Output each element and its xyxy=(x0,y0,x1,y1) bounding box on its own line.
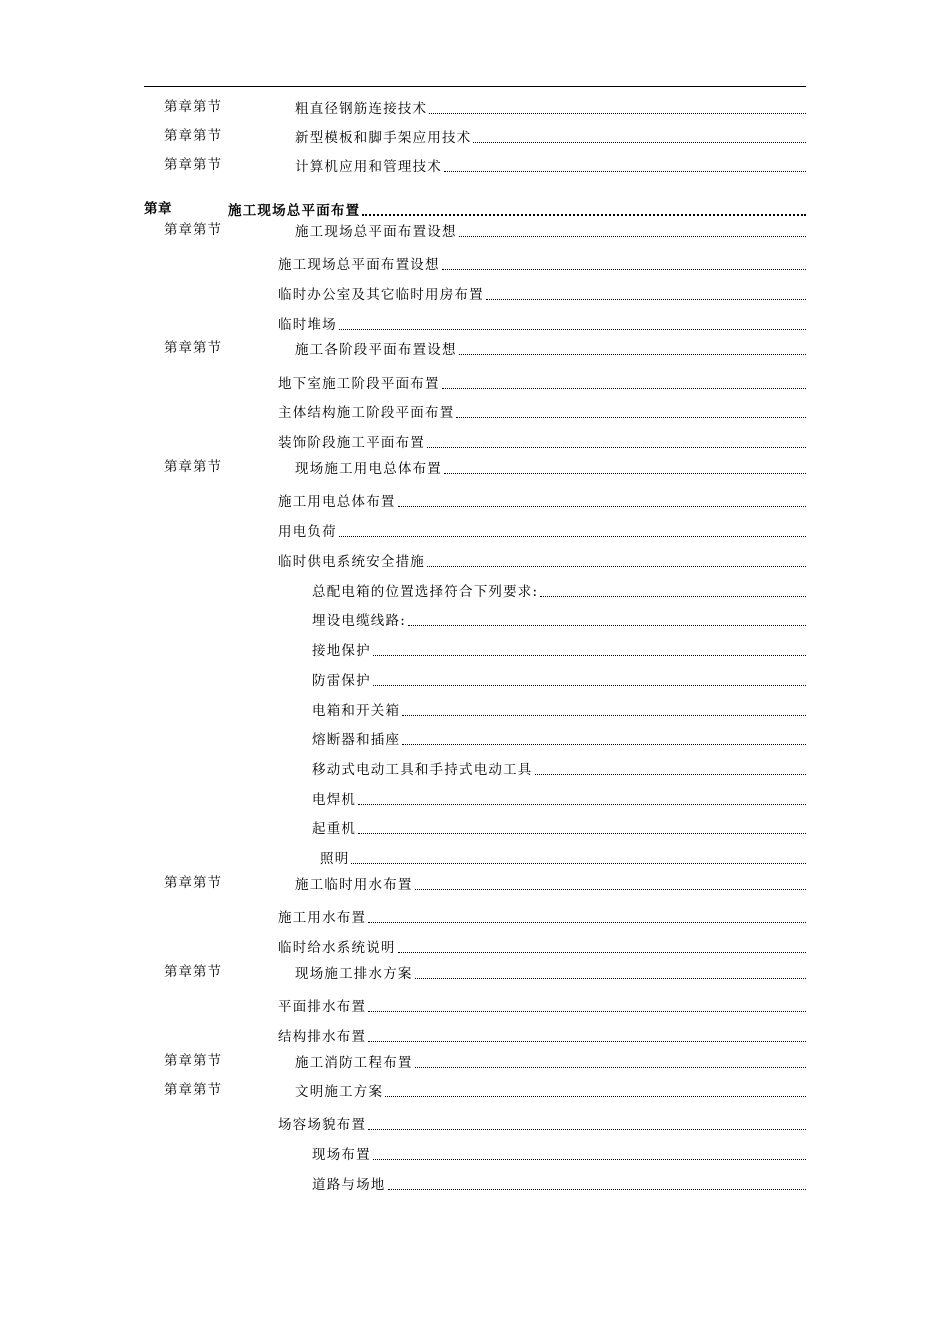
toc-entry[interactable] xyxy=(295,97,806,117)
toc-entry-title: 新型模板和脚手架应用技术 xyxy=(295,130,472,146)
toc-subsubentry-title: 防雷保护 xyxy=(312,673,371,689)
dot-leader xyxy=(429,113,806,114)
toc-chapter-label: 第章 xyxy=(144,201,172,217)
dot-leader xyxy=(373,685,806,686)
dot-leader xyxy=(362,214,806,216)
toc-section-label: 第章第节 xyxy=(164,99,222,115)
toc-entry-title: 现场施工用电总体布置 xyxy=(295,461,442,477)
dot-leader xyxy=(368,922,806,923)
toc-subsubentry[interactable] xyxy=(312,580,806,600)
toc-subentry[interactable] xyxy=(278,520,806,540)
toc-subsubentry[interactable] xyxy=(320,847,806,867)
dot-leader xyxy=(358,833,806,834)
toc-entry[interactable] xyxy=(295,155,806,175)
dot-leader xyxy=(415,889,806,890)
toc-entry[interactable] xyxy=(295,220,806,240)
toc-subsubentry[interactable] xyxy=(312,758,806,778)
toc-entry[interactable] xyxy=(295,1051,806,1071)
toc-subsubentry-title: 现场布置 xyxy=(312,1147,371,1163)
dot-leader xyxy=(339,536,806,537)
dot-leader xyxy=(398,952,806,953)
dot-leader xyxy=(373,1159,806,1160)
toc-entry-title: 现场施工排水方案 xyxy=(295,966,413,982)
dot-leader xyxy=(388,1189,807,1190)
dot-leader xyxy=(408,625,806,626)
dot-leader xyxy=(415,978,806,979)
toc-entry[interactable] xyxy=(295,1080,806,1100)
toc-entry[interactable] xyxy=(295,962,806,982)
toc-subsubentry[interactable] xyxy=(312,1143,806,1163)
dot-leader xyxy=(402,744,806,745)
toc-section-label: 第章第节 xyxy=(164,222,222,238)
toc-section-label: 第章第节 xyxy=(164,128,222,144)
toc-subsubentry-title: 移动式电动工具和手持式电动工具 xyxy=(312,762,533,778)
dot-leader xyxy=(385,1096,806,1097)
toc-subsubentry-title: 电箱和开关箱 xyxy=(312,703,401,719)
toc-entry-title: 施工临时用水布置 xyxy=(295,877,413,893)
toc-subsubentry-title: 电焊机 xyxy=(312,792,357,808)
toc-subsubentry[interactable] xyxy=(312,609,806,629)
toc-entry[interactable] xyxy=(295,873,806,893)
toc-subsubentry-title: 接地保护 xyxy=(312,643,371,659)
toc-subentry[interactable] xyxy=(278,550,806,570)
toc-subsubentry[interactable] xyxy=(312,639,806,659)
toc-subentry-title: 主体结构施工阶段平面布置 xyxy=(278,405,455,421)
toc-subsubentry[interactable] xyxy=(312,1173,806,1193)
toc-subentry[interactable] xyxy=(278,372,806,392)
toc-subsubentry-title: 照明 xyxy=(320,851,350,867)
toc-entry-title: 施工各阶段平面布置设想 xyxy=(295,342,457,358)
dot-leader xyxy=(456,417,806,418)
toc-subentry[interactable] xyxy=(278,1113,806,1133)
toc-entry-title: 施工消防工程布置 xyxy=(295,1055,413,1071)
toc-subentry-title: 施工现场总平面布置设想 xyxy=(278,257,440,273)
toc-section-label: 第章第节 xyxy=(164,875,222,891)
dot-leader xyxy=(415,1067,806,1068)
dot-leader xyxy=(427,447,806,448)
toc-subsubentry-title: 总配电箱的位置选择符合下列要求: xyxy=(312,584,539,600)
toc-subsubentry-title: 道路与场地 xyxy=(312,1177,386,1193)
toc-section-label: 第章第节 xyxy=(164,157,222,173)
toc-entry-title: 粗直径钢筋连接技术 xyxy=(295,101,428,117)
dot-leader xyxy=(402,715,806,716)
toc-subsubentry-title: 埋设电缆线路: xyxy=(312,613,406,629)
toc-subentry-title: 临时办公室及其它临时用房布置 xyxy=(278,287,484,303)
toc-subentry[interactable] xyxy=(278,995,806,1015)
toc-subentry-title: 装饰阶段施工平面布置 xyxy=(278,435,425,451)
toc-chapter-title: 施工现场总平面布置 xyxy=(228,203,361,219)
toc-subsubentry[interactable] xyxy=(312,669,806,689)
toc-subentry[interactable] xyxy=(278,490,806,510)
toc-subentry[interactable] xyxy=(278,253,806,273)
dot-leader xyxy=(442,269,806,270)
dot-leader xyxy=(473,142,806,143)
toc-subentry-title: 施工用电总体布置 xyxy=(278,494,396,510)
toc-subsubentry[interactable] xyxy=(312,817,806,837)
toc-chapter-entry[interactable] xyxy=(228,199,806,219)
toc-subentry-title: 地下室施工阶段平面布置 xyxy=(278,376,440,392)
dot-leader xyxy=(459,236,806,237)
toc-subsubentry[interactable] xyxy=(312,699,806,719)
toc-subentry[interactable] xyxy=(278,1025,806,1045)
toc-subentry[interactable] xyxy=(278,431,806,451)
dot-leader xyxy=(373,655,806,656)
dot-leader xyxy=(368,1011,806,1012)
dot-leader xyxy=(427,566,806,567)
toc-subentry-title: 临时堆场 xyxy=(278,317,337,333)
toc-section-label: 第章第节 xyxy=(164,1082,222,1098)
toc-entry-title: 计算机应用和管理技术 xyxy=(295,159,442,175)
dot-leader xyxy=(351,863,806,864)
dot-leader xyxy=(339,329,806,330)
dot-leader xyxy=(535,774,807,775)
toc-subentry-title: 临时供电系统安全措施 xyxy=(278,554,425,570)
dot-leader xyxy=(358,804,806,805)
dot-leader xyxy=(486,299,806,300)
toc-subentry[interactable] xyxy=(278,936,806,956)
toc-subentry[interactable] xyxy=(278,313,806,333)
toc-subsubentry[interactable] xyxy=(312,728,806,748)
dot-leader xyxy=(442,388,806,389)
toc-section-label: 第章第节 xyxy=(164,459,222,475)
toc-subentry[interactable] xyxy=(278,906,806,926)
toc-subsubentry[interactable] xyxy=(312,788,806,808)
toc-entry[interactable] xyxy=(295,338,806,358)
dot-leader xyxy=(459,354,806,355)
dot-leader xyxy=(444,473,806,474)
toc-subentry-title: 用电负荷 xyxy=(278,524,337,540)
toc-subentry[interactable] xyxy=(278,283,806,303)
toc-subsubentry-title: 起重机 xyxy=(312,821,357,837)
toc-entry[interactable] xyxy=(295,126,806,146)
toc-subentry-title: 场容场貌布置 xyxy=(278,1117,367,1133)
dot-leader xyxy=(398,506,806,507)
dot-leader xyxy=(540,596,806,597)
toc-entry-title: 文明施工方案 xyxy=(295,1084,384,1100)
toc-subentry-title: 平面排水布置 xyxy=(278,999,367,1015)
dot-leader xyxy=(444,171,806,172)
toc-section-label: 第章第节 xyxy=(164,964,222,980)
toc-subentry-title: 临时给水系统说明 xyxy=(278,940,396,956)
toc-subentry-title: 结构排水布置 xyxy=(278,1029,367,1045)
toc-subentry-title: 施工用水布置 xyxy=(278,910,367,926)
toc-entry[interactable] xyxy=(295,457,806,477)
dot-leader xyxy=(368,1129,806,1130)
toc-section-label: 第章第节 xyxy=(164,1053,222,1069)
toc-subentry[interactable] xyxy=(278,401,806,421)
dot-leader xyxy=(368,1041,806,1042)
toc-entry-title: 施工现场总平面布置设想 xyxy=(295,224,457,240)
toc-subsubentry-title: 熔断器和插座 xyxy=(312,732,401,748)
toc-section-label: 第章第节 xyxy=(164,340,222,356)
